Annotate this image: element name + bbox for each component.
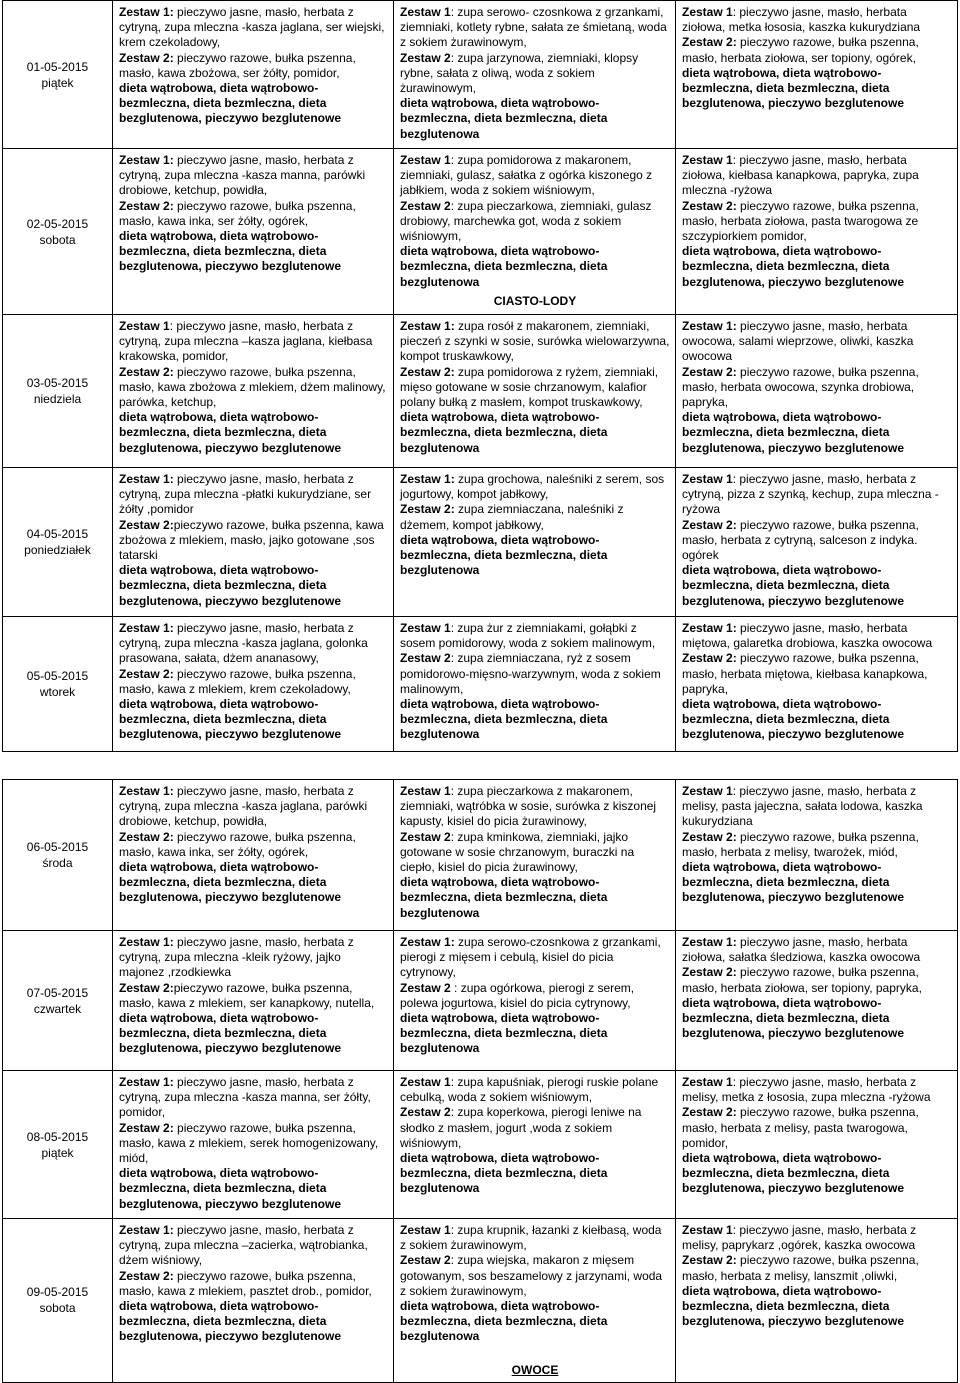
set-label: dieta wątrobowa, dieta wątrobowo-bezmleczna, dieta bezmleczna, dieta bezglutenowa, pieczywo bezglutenowe [682, 1151, 905, 1196]
meal-items: : zupa kminkowa, ziemniaki, jajko gotowane w sosie chrzanowym, buraczki na ciepło, kisiel do picia żurawinowy, [400, 829, 635, 875]
dinner-text [682, 1223, 952, 1329]
date-cell [3, 149, 113, 315]
set-label: dieta wątrobowa, dieta wątrobowo-bezmleczna, dieta bezmleczna, dieta bezglutenowa, pieczywo bezglutenowe [119, 410, 342, 455]
breakfast-cell [113, 468, 394, 617]
set-label: dieta wątrobowa, dieta wątrobowo-bezmleczna, dieta bezmleczna, dieta bezglutenowa [400, 244, 608, 289]
meal-items: pieczywo razowe, bułka pszenna, masło, herbata ziołowa, pasta twarogowa ze szczypiorkiem pomidor, [682, 198, 919, 244]
date-text: 09-05-2015 [26, 1285, 89, 1300]
set-label: Zestaw 1 [682, 1075, 733, 1089]
meal-items: zupa ziemniaczana, naleśniki z dżemem, kompot jabłkowy, [400, 502, 624, 532]
dinner-text [682, 784, 952, 906]
set-label: dieta wątrobowa, dieta wątrobowo-bezmleczna, dieta bezmleczna, dieta bezglutenowa, pieczywo bezglutenowe [682, 995, 905, 1041]
meal-items: pieczywo razowe, bułka pszenna, masło, herbata z cytryną, salceson z indyka. ogórek [682, 517, 919, 563]
set-label: Zestaw 1: [119, 1075, 174, 1089]
dinner-text [682, 153, 952, 290]
weekday-text: środa [42, 856, 73, 870]
set-label: Zestaw 1 [682, 1223, 733, 1237]
set-label: dieta wątrobowa, dieta wątrobowo-bezmleczna, dieta bezmleczna, dieta bezglutenowa, pieczywo bezglutenowe [682, 244, 905, 289]
set-label: dieta wątrobowa, dieta wątrobowo-bezmleczna, dieta bezmleczna, dieta bezglutenowa, pieczywo bezglutenowe [119, 697, 342, 742]
meal-items: pieczywo jasne, masło, herbata z cytryną, zupa mleczna -kasza jaglana, parówki drobiowe, ketchup, powidła, [119, 784, 368, 829]
set-label: Zestaw 2: [682, 364, 737, 379]
set-label: dieta wątrobowa, dieta wątrobowo-bezmleczna, dieta bezmleczna, dieta bezglutenowa [400, 96, 608, 141]
set-label: Zestaw 2 [400, 198, 451, 213]
set-label: Zestaw 2: [119, 829, 174, 844]
meal-items: : pieczywo jasne, masło, herbata ziołowa, kiełbasa kanapkowa, papryka, zupa mleczna -ryżowa [682, 153, 919, 198]
set-label: Zestaw 1 [682, 153, 733, 167]
date-text: 02-05-2015 [26, 216, 89, 231]
set-label: dieta wątrobowa, dieta wątrobowo-bezmleczna, dieta bezmleczna, dieta bezglutenowa [400, 410, 608, 455]
breakfast-cell [113, 780, 394, 931]
lunch-text [400, 621, 670, 743]
weekday-text: sobota [39, 232, 76, 247]
dinner-text [682, 621, 952, 743]
date-cell [3, 780, 113, 931]
meal-items: pieczywo razowe, bułka pszenna, masło, kawa zbożowa, ser żółty, pomidor, [119, 50, 356, 80]
meal-items: pieczywo jasne, masło, herbata z cytryną, zupa mleczna -kasza manna, parówki drobiowe, ketchup, powidła, [119, 153, 366, 198]
set-label: Zestaw 2: [119, 517, 174, 532]
day-row [3, 617, 958, 752]
lunch-cell [394, 931, 676, 1071]
set-label: Zestaw 2: [119, 1268, 174, 1283]
meal-items: : zupa pieczarkowa z makaronem, ziemniaki, wątróbka w sosie, surówka z kiszonej kapusty, kisiel do picia żurawinowy, [400, 784, 657, 829]
menu-body [3, 1, 958, 1383]
set-label: Zestaw 2 [400, 651, 451, 666]
lunch-text [400, 1223, 670, 1345]
meal-items: pieczywo razowe, bułka pszenna, masło, kawa z mlekiem, serek homogenizowany, miód, [119, 1120, 379, 1166]
set-label: Zestaw 1: [682, 319, 737, 333]
dinner-cell [676, 149, 958, 315]
date-text: 01-05-2015 [26, 59, 89, 74]
weekday-text: czwartek [33, 1001, 82, 1016]
meal-items: : pieczywo jasne, masło, herbata z melisy, pasta jajeczna, sałata lodowa, kaszka kukurydziana [682, 784, 923, 829]
set-label: Zestaw 2 [400, 980, 451, 995]
set-label: Zestaw 1: [119, 621, 174, 635]
lunch-cell [394, 468, 676, 617]
meal-items: pieczywo jasne, masło, herbata z cytryną, zupa mleczna -płatki kukurydziane, ser żółty ,pomidor [119, 472, 372, 517]
dinner-cell [676, 468, 958, 617]
dinner-cell [676, 1, 958, 149]
set-label: dieta wątrobowa, dieta wątrobowo-bezmleczna, dieta bezmleczna, dieta bezglutenowa, pieczywo bezglutenowe [119, 860, 342, 905]
set-label: Zestaw 2 [400, 1105, 451, 1120]
set-label: Zestaw 1 [400, 621, 451, 635]
set-label: Zestaw 1: [119, 1223, 174, 1237]
set-label: Zestaw 1 [400, 5, 451, 19]
set-label: Zestaw 1 [682, 5, 733, 19]
set-label: Zestaw 1 [400, 1223, 451, 1237]
set-label: Zestaw 1 [400, 1075, 451, 1089]
set-label: Zestaw 2: [119, 50, 174, 65]
lunch-extra: OWOCE [511, 1362, 559, 1377]
breakfast-cell [113, 1, 394, 149]
breakfast-text [119, 1075, 388, 1212]
meal-items: pieczywo razowe, bułka pszenna, masło, kawa z mlekiem, pasztet drob., pomidor, [119, 1268, 372, 1298]
dinner-text [682, 472, 952, 609]
dinner-text [682, 319, 952, 456]
day-row [3, 468, 958, 617]
set-label: Zestaw 1: [119, 784, 174, 798]
set-label: Zestaw 1 [682, 472, 733, 486]
breakfast-cell [113, 1219, 394, 1383]
dinner-cell [676, 1071, 958, 1219]
meal-items: pieczywo razowe, bułka pszenna, masło, herbata owocowa, szynka drobiowa, papryka, [682, 364, 919, 410]
set-label: dieta wątrobowa, dieta wątrobowo-bezmleczna, dieta bezmleczna, dieta bezglutenowa [400, 532, 608, 578]
meal-items: pieczywo razowe, bułka pszenna, masło, herbata z melisy, twarożek, miód, [682, 829, 919, 859]
breakfast-text [119, 472, 388, 609]
meal-items: pieczywo jasne, masło, herbata owocowa, salami wieprzowe, oliwki, kaszka owocowa [682, 319, 914, 364]
day-row [3, 1071, 958, 1219]
meal-items: pieczywo razowe, bułka pszenna, masło, herbata miętowa, kiełbasa kanapkowa, papryka, [682, 651, 928, 696]
set-label: dieta wątrobowa, dieta wątrobowo-bezmleczna, dieta bezmleczna, dieta bezglutenowa, pieczywo bezglutenowe [682, 860, 905, 905]
set-label: dieta wątrobowa, dieta wątrobowo-bezmleczna, dieta bezmleczna, dieta bezglutenowa, pieczywo bezglutenowe [119, 1299, 342, 1344]
dinner-cell [676, 617, 958, 752]
lunch-text [400, 472, 670, 578]
set-label: Zestaw 2: [119, 666, 174, 681]
lunch-text [400, 784, 670, 921]
set-label: dieta wątrobowa, dieta wątrobowo-bezmleczna, dieta bezmleczna, dieta bezglutenowa, pieczywo bezglutenowe [119, 229, 342, 274]
set-label: Zestaw 2: [400, 502, 455, 517]
lunch-text [400, 319, 670, 456]
set-label: Zestaw 2: [682, 517, 737, 532]
set-label: Zestaw 2: [119, 198, 174, 213]
meal-items: pieczywo razowe, bułka pszenna, masło, kawa inka, ser żółty, ogórek, [119, 198, 356, 228]
set-label: Zestaw 1: [682, 621, 737, 635]
set-label: Zestaw 1: [119, 153, 174, 167]
set-label: Zestaw 2: [119, 364, 174, 379]
date-text: 04-05-2015 [26, 527, 89, 541]
meal-items: pieczywo jasne, masło, herbata z cytryną, zupa mleczna -kleik ryżowy, jajko majonez ,rzodkiewka [119, 935, 354, 980]
set-label: Zestaw 2 [400, 50, 451, 65]
meal-items: pieczywo razowe, bułka pszenna, masło, herbata z melisy, lanszmit ,oliwki, [682, 1253, 919, 1283]
date-text: 05-05-2015 [26, 669, 89, 683]
meal-items: pieczywo jasne, masło, herbata z cytryną, zupa mleczna -kasza jaglana, golonka prasowana, sałata, dżem ananasowy, [119, 621, 368, 666]
dinner-text [682, 5, 952, 111]
weekday-text: piątek [41, 75, 74, 90]
meal-items: : zupa koperkowa, pierogi leniwe na słodko z masłem, jogurt ,woda z sokiem wiśniowym, [400, 1105, 642, 1150]
breakfast-cell [113, 149, 394, 315]
menu-table [2, 0, 958, 1383]
dinner-cell [676, 1219, 958, 1383]
weekday-text: niedziela [33, 392, 82, 406]
breakfast-text [119, 319, 388, 456]
lunch-text [400, 5, 670, 142]
meal-items: : zupa ogórkowa, pierogi z serem, polewa jogurtowa, kisiel do picia cytrynowy, [400, 980, 635, 1010]
day-row [3, 149, 958, 315]
meal-items: : pieczywo jasne, masło, herbata ziołowa, metka łososia, kaszka kukurydziana [682, 5, 921, 35]
meal-items: pieczywo razowe, bułka pszenna, masło, herbata ziołowa, ser topiony, ogórek, [682, 35, 919, 65]
set-label: Zestaw 2 [400, 1253, 451, 1268]
set-label: Zestaw 2: [682, 198, 737, 213]
dinner-cell [676, 780, 958, 931]
day-row [3, 1, 958, 149]
date-text: 03-05-2015 [26, 376, 89, 390]
meal-items: : zupa pomidorowa z makaronem, ziemniaki, gulasz, sałatka z ogórka kiszonego z jabłkiem, woda z sokiem wiśniowym, [400, 153, 653, 198]
meal-items: : pieczywo jasne, masło, herbata z melisy, metka z łososia, zupa mleczna -ryżowa [682, 1075, 931, 1105]
meal-items: pieczywo jasne, masło, herbata z cytryną, zupa mleczna –zacierka, wątrobianka, dżem wiśniowy, [119, 1223, 368, 1268]
meal-items: zupa serowo-czosnkowa z grzankami, pierogi z mięsem i cebulą, kisiel do picia cytrynowy, [400, 935, 661, 980]
date-cell [3, 1071, 113, 1219]
meal-items: : zupa serowo- czosnkowa z grzankami, ziemniaki, kotlety rybne, sałata ze śmietaną, woda z sokiem żurawinowym, [400, 5, 667, 50]
date-cell [3, 1219, 113, 1383]
set-label: dieta wątrobowa, dieta wątrobowo-bezmleczna, dieta bezmleczna, dieta bezglutenowa [400, 875, 608, 920]
set-label: dieta wątrobowa, dieta wątrobowo-bezmleczna, dieta bezmleczna, dieta bezglutenowa, pieczywo bezglutenowe [682, 410, 905, 455]
set-label: Zestaw 1 [682, 784, 733, 798]
meal-items: pieczywo razowe, bułka pszenna, kawa zbożowa z mlekiem, masło, jajko gotowane ,sos tatarski [119, 517, 384, 563]
set-label: Zestaw 2 [400, 829, 451, 844]
lunch-cell [394, 315, 676, 468]
page-gap [3, 752, 958, 780]
date-text: 06-05-2015 [26, 840, 89, 854]
weekday-text: wtorek [39, 685, 76, 699]
breakfast-text [119, 935, 388, 1057]
set-label: Zestaw 2: [682, 965, 737, 980]
set-label: Zestaw 1: [400, 935, 455, 949]
set-label: Zestaw 2: [400, 364, 455, 379]
set-label: dieta wątrobowa, dieta wątrobowo-bezmleczna, dieta bezmleczna, dieta bezglutenowa, pieczywo bezglutenowe [119, 1166, 342, 1211]
set-label: Zestaw 2: [119, 980, 174, 995]
lunch-text [400, 935, 670, 1057]
dinner-cell [676, 315, 958, 468]
meal-items: pieczywo razowe, bułka pszenna, masło, kawa zbożowa z mlekiem, dżem malinowy, parówka, ketchup, [119, 364, 386, 410]
page-gap-cell [3, 752, 958, 780]
meal-items: : pieczywo jasne, masło, herbata z cytryną, zupa mleczna –kasza jaglana, kiełbasa krakowska, pomidor, [119, 319, 373, 364]
meal-items: : zupa wiejska, makaron z mięsem gotowanym, sos beszamelowy z jarzynami, woda z sokiem żurawinowym, [400, 1253, 663, 1298]
breakfast-cell [113, 617, 394, 752]
date-cell [3, 1, 113, 149]
breakfast-text [119, 5, 388, 127]
meal-items: zupa grochowa, naleśniki z serem, sos jogurtowy, kompot jabłkowy, [400, 472, 665, 502]
lunch-text [400, 1075, 670, 1197]
meal-items: pieczywo razowe, bułka pszenna, masło, herbata ziołowa, ser topiony, papryka, [682, 965, 922, 995]
lunch-cell [394, 1071, 676, 1219]
breakfast-cell [113, 315, 394, 468]
set-label: Zestaw 1 [119, 319, 170, 333]
lunch-cell [394, 780, 676, 931]
date-text: 07-05-2015 [26, 985, 89, 1000]
set-label: Zestaw 1: [400, 319, 455, 333]
set-label: Zestaw 1: [119, 935, 174, 949]
meal-items: pieczywo razowe, bułka pszenna, masło, kawa z mlekiem, krem czekoladowy, [119, 666, 356, 696]
set-label: Zestaw 2: [682, 651, 737, 666]
weekday-text: sobota [39, 1301, 76, 1316]
dinner-text [682, 1075, 952, 1197]
set-label: Zestaw 2: [682, 1253, 737, 1268]
meal-items: pieczywo razowe, bułka pszenna, masło, kawa inka, ser żółty, ogórek, [119, 829, 356, 859]
date-cell [3, 617, 113, 752]
breakfast-text [119, 784, 388, 906]
day-row [3, 931, 958, 1071]
dinner-cell [676, 931, 958, 1071]
set-label: dieta wątrobowa, dieta wątrobowo-bezmleczna, dieta bezmleczna, dieta bezglutenowa, pieczywo bezglutenowe [119, 1011, 342, 1056]
set-label: Zestaw 2: [119, 1120, 174, 1135]
set-label: dieta wątrobowa, dieta wątrobowo-bezmleczna, dieta bezmleczna, dieta bezglutenowa [400, 1011, 608, 1056]
breakfast-cell [113, 931, 394, 1071]
set-label: dieta wątrobowa, dieta wątrobowo-bezmleczna, dieta bezmleczna, dieta bezglutenowa, pieczywo bezglutenowe [682, 1283, 905, 1329]
set-label: dieta wątrobowa, dieta wątrobowo-bezmleczna, dieta bezmleczna, dieta bezglutenowa, pieczywo bezglutenowe [682, 563, 905, 608]
set-label: dieta wątrobowa, dieta wątrobowo-bezmleczna, dieta bezmleczna, dieta bezglutenowa, pieczywo bezglutenowe [682, 65, 905, 111]
meal-items: : zupa ziemniaczana, ryż z sosem pomidorowo-mięsno-warzywnym, woda z sokiem malinowym, [400, 651, 661, 696]
set-label: dieta wątrobowa, dieta wątrobowo-bezmleczna, dieta bezmleczna, dieta bezglutenowa, pieczywo bezglutenowe [119, 81, 342, 126]
lunch-cell [394, 1, 676, 149]
breakfast-text [119, 621, 388, 743]
meal-items: zupa rosół z makaronem, ziemniaki, pieczeń z szynki w sosie, surówka wielowarzywna, kompot truskawkowy, [400, 319, 670, 364]
set-label: dieta wątrobowa, dieta wątrobowo-bezmleczna, dieta bezmleczna, dieta bezglutenowa [400, 1299, 608, 1344]
day-row [3, 1219, 958, 1383]
meal-items: : zupa kapuśniak, pierogi ruskie polane cebulką, woda z sokiem wiśniowym, [400, 1075, 659, 1105]
date-cell [3, 931, 113, 1071]
day-row [3, 315, 958, 468]
date-cell [3, 468, 113, 617]
set-label: Zestaw 2: [682, 829, 737, 844]
set-label: Zestaw 2: [682, 1105, 737, 1120]
set-label: Zestaw 1 [400, 784, 451, 798]
set-label: Zestaw 1: [119, 5, 174, 19]
lunch-extra: CIASTO-LODY [493, 293, 577, 308]
meal-items: pieczywo jasne, masło, herbata miętowa, galaretka drobiowa, kaszka owocowa [682, 621, 933, 651]
set-label: Zestaw 1 [400, 153, 451, 167]
meal-items: pieczywo jasne, masło, herbata ziołowa, sałatka śledziowa, kaszka owocowa [682, 935, 921, 965]
meal-items: : zupa żur z ziemniakami, gołąbki z sosem pomidorowy, woda z sokiem malinowym, [400, 621, 656, 651]
day-row [3, 780, 958, 931]
set-label: Zestaw 2: [682, 35, 737, 50]
set-label: Zestaw 1: [682, 935, 737, 949]
meal-items: : pieczywo jasne, masło, herbata z melisy, paprykarz ,ogórek, kaszka owocowa [682, 1223, 917, 1253]
set-label: dieta wątrobowa, dieta wątrobowo-bezmleczna, dieta bezmleczna, dieta bezglutenowa [400, 697, 608, 742]
lunch-cell [394, 149, 676, 315]
set-label: Zestaw 1: [400, 472, 455, 486]
meal-items: : zupa krupnik, łazanki z kiełbasą, woda z sokiem żurawinowym, [400, 1223, 662, 1253]
meal-items: : zupa jarzynowa, ziemniaki, klopsy rybne, sałata z oliwą, woda z sokiem żurawinowym, [400, 50, 639, 96]
set-label: Zestaw 1: [119, 472, 174, 486]
breakfast-cell [113, 1071, 394, 1219]
weekday-text: poniedziałek [24, 543, 91, 557]
meal-items: pieczywo razowe, bułka pszenna, masło, herbata z melisy, pasta twarogowa, pomidor, [682, 1105, 919, 1150]
meal-items: pieczywo jasne, masło, herbata z cytryną, zupa mleczna -kasza jaglana, ser wiejski, krem czekoladowy, [119, 5, 385, 50]
set-label: dieta wątrobowa, dieta wątrobowo-bezmleczna, dieta bezmleczna, dieta bezglutenowa [400, 1151, 608, 1196]
lunch-cell [394, 1219, 676, 1383]
meal-items: pieczywo jasne, masło, herbata z cytryną, zupa mleczna -kasza manna, ser żółty, pomidor, [119, 1075, 371, 1120]
meal-items: : zupa pieczarkowa, ziemniaki, gulasz drobiowy, marchewka got, woda z sokiem wiśniowym, [400, 198, 652, 244]
set-label: dieta wątrobowa, dieta wątrobowo-bezmleczna, dieta bezmleczna, dieta bezglutenowa, pieczywo bezglutenowe [119, 563, 342, 608]
breakfast-text [119, 1223, 388, 1345]
lunch-text [400, 153, 670, 290]
weekday-text: piątek [41, 1145, 74, 1160]
meal-items: : pieczywo jasne, masło, herbata z cytryną, pizza z szynką, kechup, zupa mleczna - ryżowa [682, 472, 939, 517]
breakfast-text [119, 153, 388, 275]
meal-items: zupa pomidorowa z ryżem, ziemniaki, mięso gotowane w sosie chrzanowym, kalafior polany bułką z masłem, kompot truskawkowy, [400, 364, 659, 410]
date-cell [3, 315, 113, 468]
dinner-text [682, 935, 952, 1041]
date-text: 08-05-2015 [26, 1129, 89, 1144]
meal-items: pieczywo razowe, bułka pszenna, masło, kawa z mlekiem, ser kanapkowy, nutella, [119, 980, 375, 1010]
lunch-cell [394, 617, 676, 752]
set-label: dieta wątrobowa, dieta wątrobowo-bezmleczna, dieta bezmleczna, dieta bezglutenowa, pieczywo bezglutenowe [682, 697, 905, 742]
